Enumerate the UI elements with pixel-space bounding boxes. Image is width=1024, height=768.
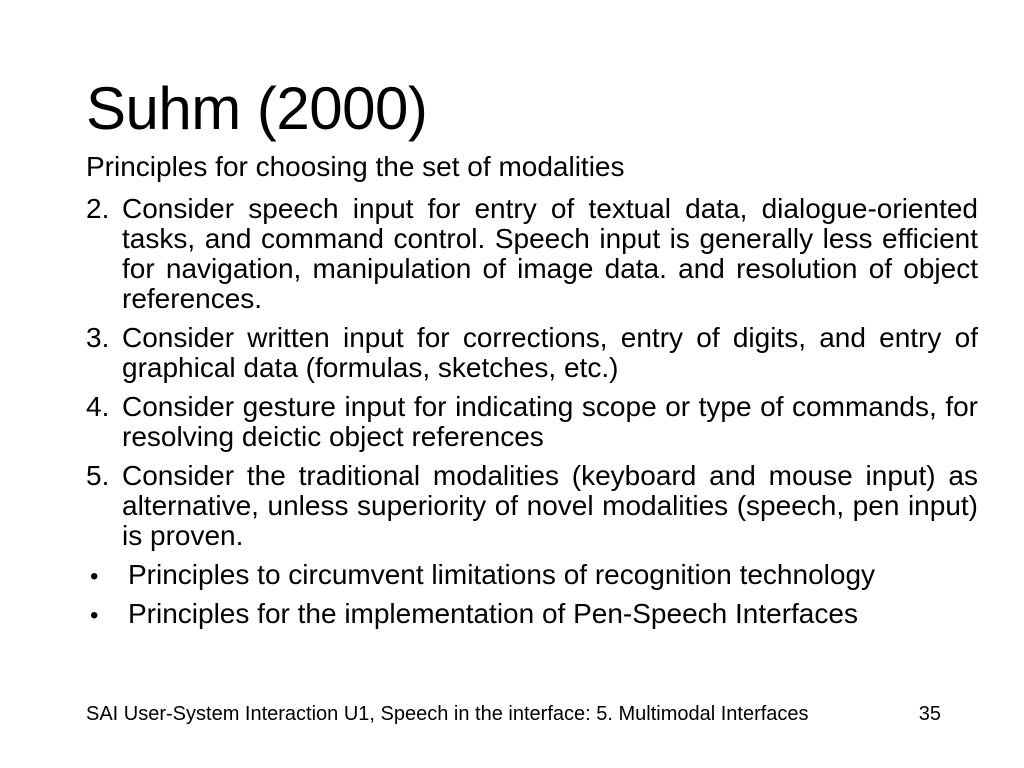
slide-subtitle: Principles for choosing the set of modalities (86, 151, 625, 182)
numbered-item-4 (86, 392, 978, 452)
item-number: 4. (86, 391, 110, 422)
bullet-item-2 (86, 599, 978, 631)
footer-page-number: 35 (918, 703, 941, 725)
numbered-item-5 (86, 461, 978, 551)
slide-title: Suhm (2000) (86, 75, 428, 142)
numbered-item-2 (86, 194, 978, 314)
item-text: Consider gesture input for indicating scope or type of commands, for resolving deictic object references (122, 391, 978, 452)
bullet-icon: • (90, 563, 99, 590)
bullet-item-1 (86, 560, 978, 592)
footer-course-label: SAI User-System Interaction U1, Speech in the interface: 5. Multimodal Interfaces (86, 703, 809, 725)
item-text: Consider speech input for entry of textual data, dialogue-oriented tasks, and command control. Speech input is generally less efficient for navigation, manipulation of image data. and resolution of object references. (122, 193, 978, 314)
item-text: Consider the traditional modalities (keyboard and mouse input) as alternative, unless superiority of novel modalities (speech, pen input) is proven. (122, 460, 978, 551)
item-number: 2. (86, 193, 110, 224)
bullet-icon: • (90, 602, 99, 629)
bullet-text: Principles for the implementation of Pen-Speech Interfaces (128, 598, 858, 629)
numbered-item-3 (86, 323, 978, 383)
bullet-text: Principles to circumvent limitations of recognition technology (128, 559, 876, 590)
item-number: 5. (86, 460, 110, 491)
item-text: Consider written input for corrections, entry of digits, and entry of graphical data (formulas, sketches, etc.) (122, 322, 978, 383)
slide-content (86, 0, 978, 638)
item-number: 3. (86, 322, 110, 353)
